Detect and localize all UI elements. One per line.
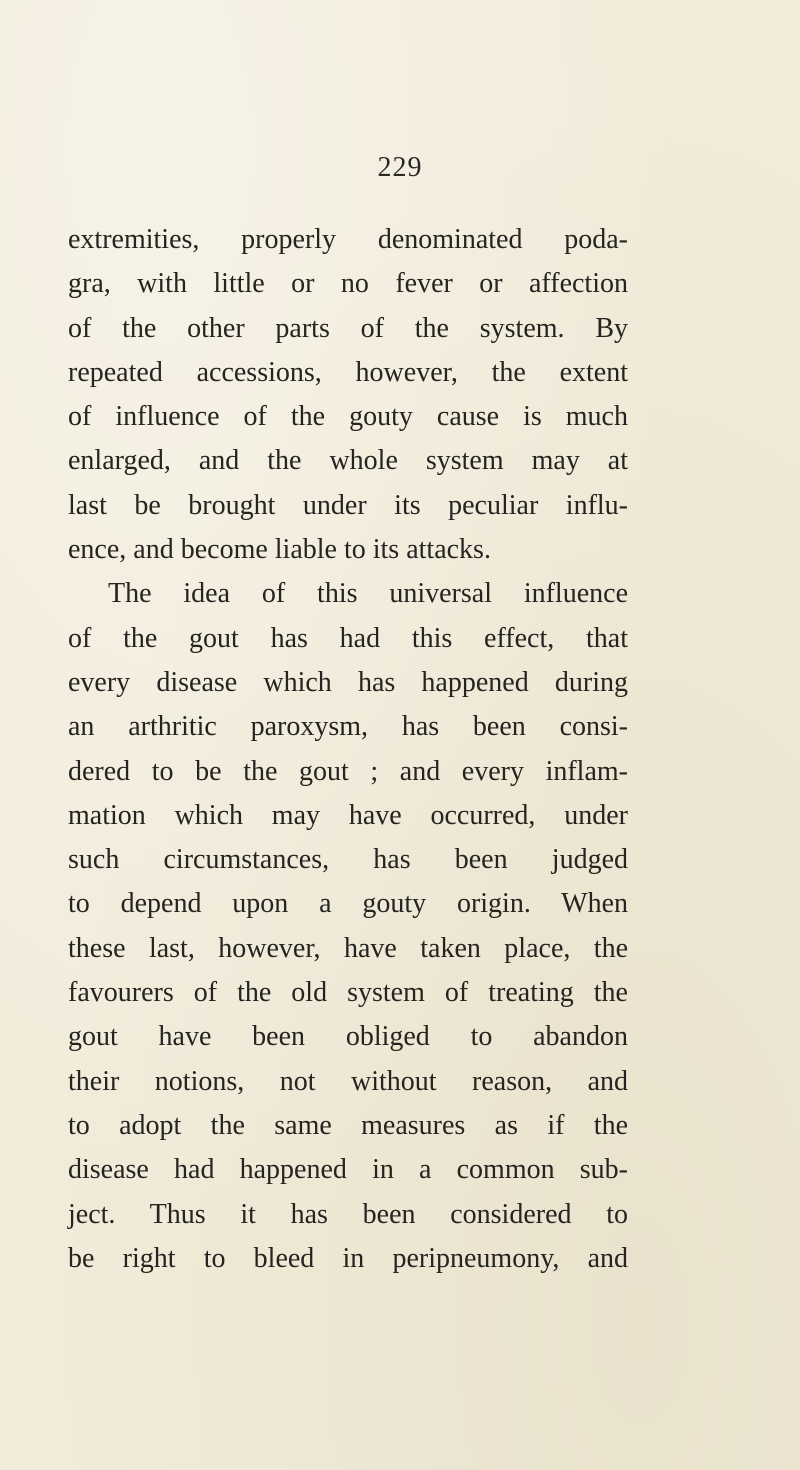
- text-line: of the other parts of the system. By: [68, 312, 628, 344]
- text-line: to adopt the same measures as if the: [68, 1109, 628, 1141]
- text-line: an arthritic paroxysm, has been consi-: [68, 711, 628, 743]
- text-line: enlarged, and the whole system may at: [68, 445, 628, 477]
- text-line: such circumstances, has been judged: [68, 844, 628, 876]
- text-line: gout have been obliged to abandon: [68, 1021, 628, 1053]
- body-text: [68, 218, 628, 1281]
- page-number: 229: [377, 152, 423, 183]
- text-line: these last, however, have taken place, the: [68, 932, 628, 964]
- text-line: extremities, properly denominated poda-: [68, 224, 628, 255]
- text-line: mation which may have occurred, under: [68, 799, 628, 831]
- text-line: last be brought under its peculiar influ-: [68, 489, 628, 521]
- text-line: to depend upon a gouty origin. When: [68, 888, 628, 920]
- text-line: The idea of this universal influence: [108, 578, 628, 610]
- text-line: dered to be the gout ; and every inflam-: [68, 755, 628, 787]
- text-line: favourers of the old system of treating the: [68, 977, 628, 1009]
- text-line: ence, and become liable to its attacks.: [68, 534, 491, 566]
- text-line: gra, with little or no fever or affection: [68, 268, 628, 300]
- text-line: be right to bleed in peripneumony, and: [68, 1242, 628, 1274]
- text-line: repeated accessions, however, the extent: [68, 356, 628, 388]
- text-line: disease had happened in a common sub-: [68, 1154, 628, 1186]
- text-line: of influence of the gouty cause is much: [68, 401, 628, 433]
- text-line: ject. Thus it has been considered to: [68, 1198, 628, 1230]
- text-line: their notions, not without reason, and: [68, 1065, 628, 1097]
- text-line: every disease which has happened during: [68, 666, 628, 698]
- text-line: of the gout has had this effect, that: [68, 622, 628, 654]
